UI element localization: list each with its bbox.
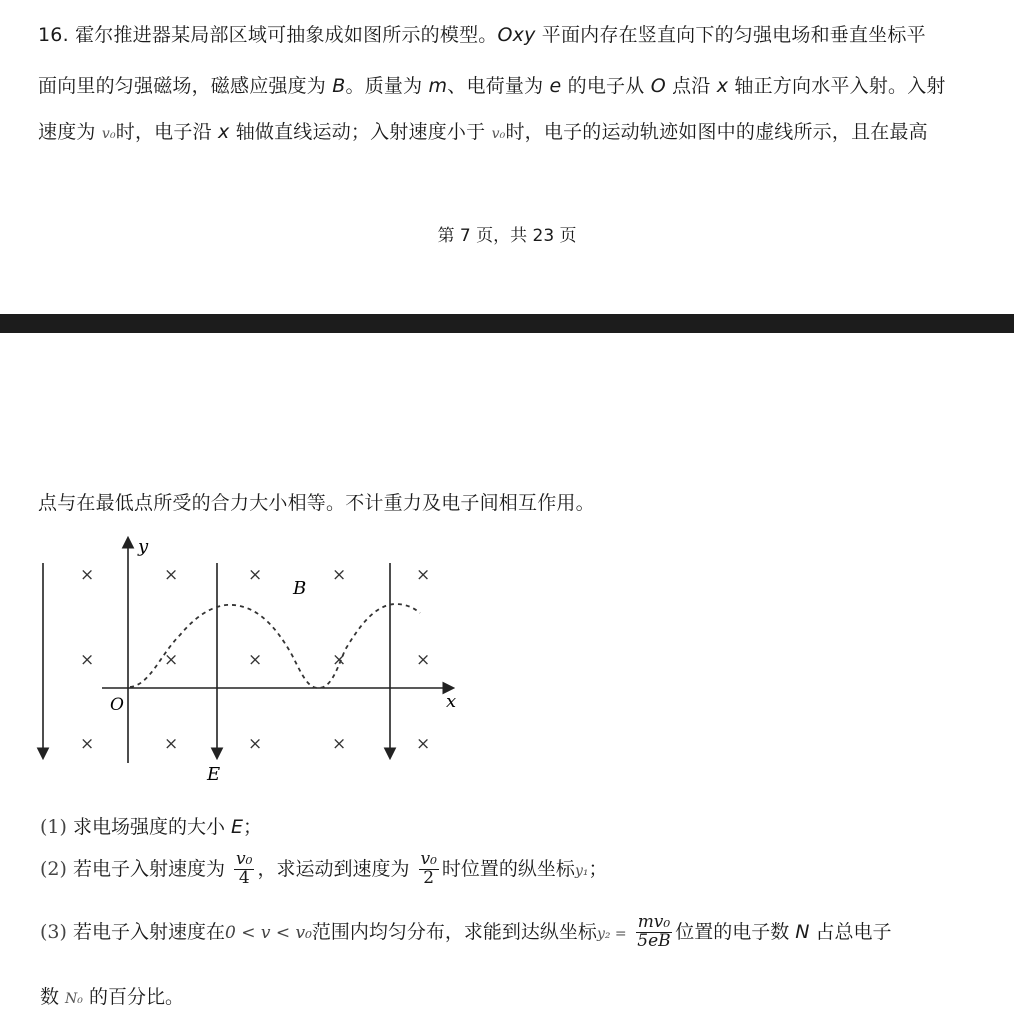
- fraction-mv0-over-5eB: $\frac{\text{mv₀}}{5eB}$: [637, 912, 671, 951]
- b-field-cross: ×: [332, 650, 347, 670]
- b-field-cross: ×: [332, 734, 347, 754]
- problem-line-2: 面向里的匀强磁场，磁感应强度为 B。质量为 m、电荷量为 e 的电子从 O 点沿 x 轴正方向水平入射。入射: [38, 75, 946, 97]
- electron-trajectory: [130, 604, 420, 688]
- problem-number: 16.: [38, 24, 69, 46]
- x-axis-label: x: [446, 691, 457, 712]
- question-1: (1) 求电场强度的大小 E；: [40, 816, 263, 838]
- b-field-cross: ×: [164, 650, 179, 670]
- problem-line-1: 16. 霍尔推进器某局部区域可抽象成如图所示的模型。Oxy 平面内存在竖直向下的匀强电场和垂直坐标平: [38, 24, 926, 46]
- b-field-cross: ×: [416, 734, 431, 754]
- fraction-v0-over-4: $\frac{\text{v₀}}{4}$: [236, 849, 253, 888]
- b-field-cross: ×: [164, 565, 179, 585]
- b-field-cross: ×: [416, 565, 431, 585]
- fraction-v0-over-2: $\frac{\text{v₀}}{2}$: [420, 849, 437, 888]
- page-divider: [0, 314, 1014, 333]
- b-field-cross: ×: [164, 734, 179, 754]
- question-3-cont: 数 N₀ 的百分比。: [40, 986, 184, 1008]
- b-field-cross: ×: [248, 734, 263, 754]
- b-field-label: B: [293, 578, 307, 599]
- problem-line-3: 速度为 v₀时，电子沿 x 轴做直线运动；入射速度小于 v₀时，电子的运动轨迹如图中的虚线所示，且在最高: [38, 121, 928, 143]
- physics-figure: [30, 535, 510, 785]
- b-field-cross: ×: [248, 650, 263, 670]
- e-field-label: E: [207, 764, 221, 785]
- page-footer: 第 7 页，共 23 页: [437, 226, 577, 246]
- b-field-cross: ×: [416, 650, 431, 670]
- b-field-cross: ×: [80, 650, 95, 670]
- b-field-cross: ×: [332, 565, 347, 585]
- question-3: (3) 若电子入射速度在0 < v < v₀范围内均匀分布，求能到达纵坐标y₂ = $\frac{\text{mv₀}}{5eB}$ 位置的电子数 N 占总电子: [40, 912, 892, 951]
- problem-line-4: 点与在最低点所受的合力大小相等。不计重力及电子间相互作用。: [38, 492, 595, 514]
- b-field-cross: ×: [80, 565, 95, 585]
- b-field-cross: ×: [80, 734, 95, 754]
- question-2: (2) 若电子入射速度为 $\frac{\text{v₀}}{4}$ ，求运动到速度为 $\frac{\text{v₀}}{2}$ 时位置的纵坐标y₁；: [40, 849, 608, 888]
- b-field-cross: ×: [248, 565, 263, 585]
- y-axis-label: y: [138, 536, 149, 557]
- origin-label: O: [110, 695, 124, 715]
